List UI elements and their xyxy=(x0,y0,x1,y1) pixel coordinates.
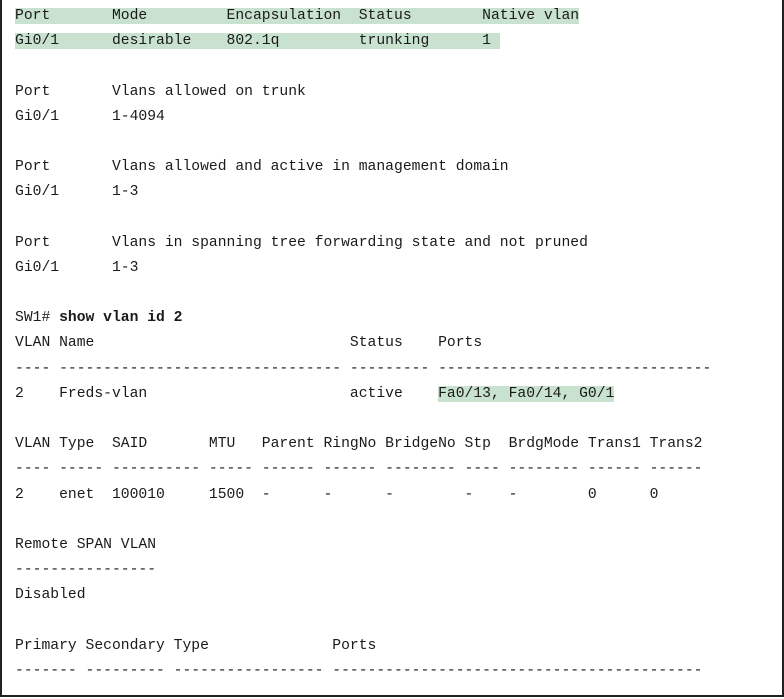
terminal-line xyxy=(15,107,711,132)
output-text: ---------------- xyxy=(15,562,157,579)
output-text: 2 enet 100010 1500 - - - - - 0 0 xyxy=(15,486,659,503)
blank-line xyxy=(15,510,711,535)
terminal-line xyxy=(15,485,711,510)
command-text: show vlan id 2 xyxy=(59,310,183,327)
terminal-line xyxy=(15,31,711,56)
output-text: VLAN Name Status Ports xyxy=(15,335,483,352)
output-text: Port Vlans allowed and active in management domain xyxy=(15,159,509,176)
output-text: Gi0/1 1-4094 xyxy=(15,108,165,125)
highlighted-text: Fa0/13, Fa0/14, G0/1 xyxy=(438,385,615,402)
terminal-line xyxy=(15,535,711,560)
terminal-line xyxy=(15,359,711,384)
output-text: VLAN Type SAID MTU Parent RingNo BridgeNo Stp BrdgMode Trans1 Trans2 xyxy=(15,436,703,453)
blank-line xyxy=(15,56,711,81)
terminal-line xyxy=(15,384,711,409)
terminal-line xyxy=(15,82,711,107)
blank-line xyxy=(15,409,711,434)
blank-line xyxy=(15,283,711,308)
output-text: SW1# xyxy=(15,310,60,327)
terminal-line xyxy=(15,157,711,182)
terminal-line xyxy=(15,258,711,283)
output-text: Disabled xyxy=(15,587,86,604)
terminal-line xyxy=(15,585,711,610)
terminal-line xyxy=(15,6,711,31)
highlighted-text: Gi0/1 desirable 802.1q trunking 1 xyxy=(15,33,500,50)
terminal-line xyxy=(15,308,711,333)
terminal-line xyxy=(15,459,711,484)
output-text: Port Vlans in spanning tree forwarding state and not pruned xyxy=(15,234,588,251)
terminal-line xyxy=(15,333,711,358)
output-text: 2 Freds-vlan active xyxy=(15,385,439,402)
output-text: Gi0/1 1-3 xyxy=(15,259,139,276)
output-text: ---- ----- ---------- ----- ------ ------ -------- ---- -------- ------ ------ xyxy=(15,461,703,478)
output-text: ------- --------- ----------------- ------------------------------------------ xyxy=(15,662,703,679)
output-text: Primary Secondary Type Ports xyxy=(15,637,377,654)
terminal-line xyxy=(15,233,711,258)
output-text: ---- -------------------------------- --------- ------------------------------- xyxy=(15,360,712,377)
terminal-line xyxy=(15,182,711,207)
output-text: Gi0/1 1-3 xyxy=(15,184,139,201)
blank-line xyxy=(15,611,711,636)
blank-line xyxy=(15,132,711,157)
output-text: Port Vlans allowed on trunk xyxy=(15,83,306,100)
terminal-line xyxy=(15,434,711,459)
terminal-line xyxy=(15,636,711,661)
blank-line xyxy=(15,208,711,233)
terminal-line xyxy=(15,560,711,585)
terminal-output xyxy=(15,6,711,686)
terminal-line xyxy=(15,661,711,686)
highlighted-text: Port Mode Encapsulation Status Native vlan xyxy=(15,8,580,24)
output-text: Remote SPAN VLAN xyxy=(15,536,157,553)
